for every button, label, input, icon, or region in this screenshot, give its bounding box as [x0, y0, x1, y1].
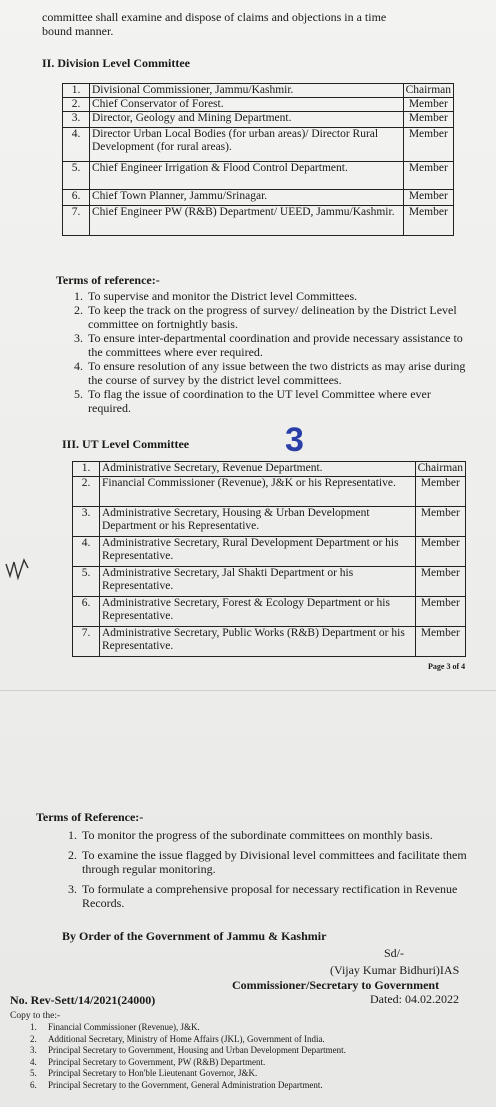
member-role: Member [403, 128, 453, 162]
by-order-line: By Order of the Government of Jammu & Kashmir [62, 929, 327, 943]
member-name: Administrative Secretary, Forest & Ecology Department or his Representative. [100, 597, 416, 627]
list-item-text: Principal Secretary to Government, Housing and Urban Development Department. [48, 1045, 346, 1055]
sd-mark: Sd/- [384, 946, 405, 960]
table-row [63, 84, 454, 98]
list-item-number: 5. [30, 1068, 37, 1078]
list-item-text: Principal Secretary to Government, PW (R&B) Department. [48, 1056, 266, 1067]
intro-line-1: committee shall examine and dispose of claims and objections in a time [42, 10, 387, 24]
list-item [74, 289, 472, 303]
member-role: Member [403, 162, 453, 190]
list-item-number: 2. [74, 303, 83, 317]
row-number: 7. [63, 206, 90, 236]
table-row [63, 112, 454, 128]
row-number: 4. [73, 537, 100, 567]
table-row [73, 567, 466, 597]
row-number: 2. [63, 98, 90, 112]
list-item [30, 1068, 488, 1080]
list-item [30, 1045, 488, 1057]
copy-heading: Copy to the:- [10, 1011, 61, 1021]
member-name: Administrative Secretary, Public Works (R&B) Department or his Representative. [100, 627, 416, 657]
table-row [63, 162, 454, 190]
list-item [74, 359, 472, 387]
margin-signature-mark [4, 554, 32, 584]
page-divider [0, 690, 496, 691]
member-name: Chief Engineer PW (R&B) Department/ UEED, Jammu/Kashmir. [90, 206, 404, 236]
list-item-number: 4. [30, 1056, 37, 1067]
list-item-number: 4. [74, 359, 83, 373]
order-number: No. Rev-Sett/14/2021(24000) [10, 993, 156, 1007]
row-number: 6. [63, 190, 90, 206]
table-row [63, 98, 454, 112]
list-item-text: To monitor the progress of the subordinate committees on monthly basis. [82, 828, 433, 842]
list-item-number: 2. [68, 848, 77, 862]
list-item [68, 848, 470, 876]
row-number: 1. [73, 462, 100, 477]
table-row [73, 597, 466, 627]
member-name: Administrative Secretary, Revenue Department. [100, 462, 416, 477]
list-item [30, 1079, 488, 1092]
table-row [73, 462, 466, 477]
signatory-designation: Commissioner/Secretary to Government [232, 978, 440, 992]
list-item-text: Principal Secretary to Hon'ble Lieutenant Governor, J&K. [48, 1068, 258, 1078]
table-row [73, 477, 466, 507]
member-name: Chief Town Planner, Jammu/Srinagar. [90, 190, 404, 206]
list-item-text: To ensure resolution of any issue between the two districts as may arise during the course of survey by the district level committees. [88, 359, 466, 387]
member-role: Member [415, 597, 465, 627]
member-name: Divisional Commissioner, Jammu/Kashmir. [90, 84, 404, 98]
list-item [30, 1022, 488, 1034]
signatory-name: (Vijay Kumar Bidhuri)IAS [330, 963, 460, 977]
division-heading: II. Division Level Committee [42, 56, 190, 70]
list-item [74, 303, 472, 331]
member-role: Member [415, 567, 465, 597]
table-row [63, 190, 454, 206]
list-item-text: To formulate a comprehensive proposal for necessary rectification in Revenue Records. [82, 882, 458, 910]
list-item [30, 1033, 488, 1046]
member-name: Chief Engineer Irrigation & Flood Control Department. [90, 162, 404, 190]
ut-table [72, 461, 466, 657]
member-name: Administrative Secretary, Rural Development Department or his Representative. [100, 537, 416, 567]
list-item [30, 1056, 488, 1069]
copy-list [30, 1022, 488, 1091]
member-role: Chairman [415, 462, 465, 477]
list-item-text: To keep the track on the progress of survey/ delineation by the District Level committee on fortnightly basis. [88, 303, 457, 331]
ut-tor-list [68, 828, 470, 916]
member-role: Member [403, 98, 453, 112]
list-item-number: 2. [30, 1033, 37, 1044]
page-footer: Page 3 of 4 [428, 662, 466, 671]
list-item-text: Financial Commissioner (Revenue), J&K. [48, 1022, 200, 1032]
member-name: Director, Geology and Mining Department. [90, 112, 404, 128]
list-item-text: To supervise and monitor the District level Committees. [88, 289, 358, 303]
intro-paragraph [42, 10, 482, 38]
member-role: Member [415, 537, 465, 567]
member-role: Member [415, 627, 465, 657]
member-name: Financial Commissioner (Revenue), J&K or his Representative. [100, 477, 416, 507]
member-name: Director Urban Local Bodies (for urban areas)/ Director Rural Development (for rural areas). [90, 128, 404, 162]
row-number: 2. [73, 477, 100, 507]
row-number: 5. [63, 162, 90, 190]
list-item [74, 387, 472, 415]
row-number: 6. [73, 597, 100, 627]
list-item-number: 1. [30, 1022, 37, 1032]
member-name: Administrative Secretary, Jal Shakti Department or his Representative. [100, 567, 416, 597]
member-role: Chairman [403, 84, 453, 98]
member-role: Member [403, 190, 453, 206]
member-role: Member [415, 507, 465, 537]
division-table [62, 83, 454, 236]
table-row [63, 128, 454, 162]
table-row [63, 206, 454, 236]
list-item-text: To examine the issue flagged by Divisional level committees and facilitate them through regular monitoring. [82, 848, 467, 876]
row-number: 1. [63, 84, 90, 98]
list-item-number: 5. [74, 387, 83, 401]
member-role: Member [403, 206, 453, 236]
list-item-text: Additional Secretary, Ministry of Home Affairs (JKL), Government of India. [48, 1033, 325, 1044]
row-number: 4. [63, 128, 90, 162]
list-item [74, 331, 472, 359]
division-tor-heading: Terms of reference:- [56, 273, 160, 287]
division-tor-list [74, 289, 472, 415]
list-item [68, 882, 470, 910]
list-item [68, 828, 470, 842]
list-item-text: To ensure inter-departmental coordination and provide necessary assistance to the committees where ever required. [88, 331, 463, 359]
ut-tor-heading: Terms of Reference:- [36, 810, 144, 824]
row-number: 5. [73, 567, 100, 597]
list-item-number: 6. [30, 1079, 37, 1090]
order-date: Dated: 04.02.2022 [370, 992, 459, 1006]
row-number: 3. [63, 112, 90, 128]
member-name: Chief Conservator of Forest. [90, 98, 404, 112]
page-number-mark: 3 [285, 421, 304, 459]
table-row [73, 537, 466, 567]
member-role: Member [403, 112, 453, 128]
list-item-number: 3. [68, 882, 77, 896]
table-row [73, 507, 466, 537]
list-item-text: Principal Secretary to the Government, General Administration Department. [48, 1079, 323, 1090]
list-item-number: 1. [68, 828, 77, 842]
list-item-number: 1. [74, 289, 83, 303]
table-row [73, 627, 466, 657]
list-item-number: 3. [74, 331, 83, 345]
intro-line-2: bound manner. [42, 24, 114, 38]
ut-heading: III. UT Level Committee [62, 437, 190, 451]
row-number: 7. [73, 627, 100, 657]
list-item-number: 3. [30, 1045, 37, 1055]
member-name: Administrative Secretary, Housing & Urban Development Department or his Representative. [100, 507, 416, 537]
list-item-text: To flag the issue of coordination to the UT level Committee where ever required. [88, 387, 431, 415]
row-number: 3. [73, 507, 100, 537]
member-role: Member [415, 477, 465, 507]
